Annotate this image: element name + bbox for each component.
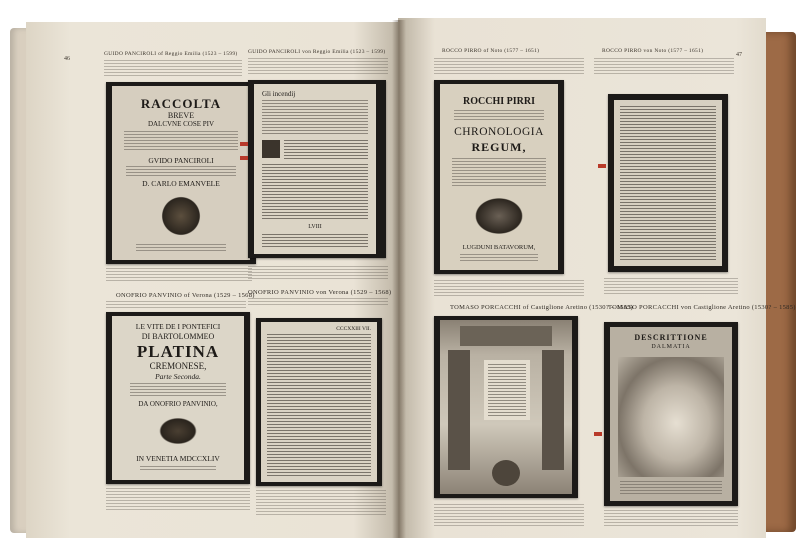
page-header: ROCCO PIRRO von Noto (1577 – 1651) (602, 48, 704, 54)
caption-text (104, 60, 242, 78)
pediment-illustration (460, 326, 552, 346)
caption-text (434, 280, 584, 298)
right-page (398, 18, 796, 538)
plate-title: PLATINA (136, 342, 220, 361)
plate-text: CREMONESE, (149, 361, 207, 371)
printer-device-illustration (470, 194, 528, 238)
plate-text: D. CARLO EMANVELE (142, 179, 220, 188)
page-header: ROCCO PIRRO of Noto (1577 – 1651) (442, 48, 540, 54)
plate-text: LUGDUNI BATAVORUM, (462, 244, 536, 251)
page-number: 47 (736, 52, 742, 58)
caption-text (248, 266, 388, 280)
plate-title: ROCCHI PIRRI (463, 96, 535, 107)
statue-illustration (448, 350, 470, 470)
caption-text (594, 58, 734, 74)
book-plate-photo (434, 316, 578, 498)
book-plate-photo (106, 312, 250, 484)
caption-text (434, 504, 584, 526)
plate-text: DALCVNE COSE PIV (147, 120, 215, 128)
red-marker (240, 156, 248, 160)
left-page (26, 22, 398, 538)
caption-text (604, 278, 738, 296)
statue-illustration (542, 350, 564, 470)
book-plate-photo (256, 318, 382, 486)
plate-text: Parte Seconda. (155, 372, 201, 381)
caption-text (256, 490, 386, 516)
book-plate-photo (434, 80, 564, 274)
caption-text (106, 268, 252, 282)
book-gutter (392, 20, 406, 538)
caption-text (248, 58, 388, 76)
red-marker (598, 164, 606, 168)
book-plate-photo (248, 80, 386, 258)
title-cartouche-illustration (484, 360, 530, 420)
section-heading: TOMASO PORCACCHI of Castiglione Aretino (1530? – 1585) (450, 304, 634, 311)
plate-text: CCCXXIII VII. (336, 326, 371, 332)
plate-text: DA ONOFRIO PANVINIO, (138, 400, 218, 408)
book-plate-photo (106, 82, 256, 264)
caption-text (604, 510, 738, 528)
plate-text: DI BARTOLOMMEO (141, 332, 215, 341)
page-number: 46 (64, 56, 70, 62)
book-cover-edge (762, 32, 796, 532)
plate-text: BREVE (167, 111, 195, 120)
printer-device-illustration (156, 194, 206, 238)
open-book (8, 18, 794, 548)
red-marker (594, 432, 602, 436)
book-plate-photo (604, 322, 738, 506)
plate-text: LE VITE DE I PONTEFICI (135, 322, 221, 331)
map-illustration (618, 357, 724, 477)
emblem-illustration (492, 460, 520, 486)
plate-text: IN VENETIA MDCCXLIV (136, 454, 220, 463)
plate-title: CHRONOLOGIA (454, 126, 544, 138)
book-plate-photo (608, 94, 728, 272)
caption-text (106, 488, 250, 510)
caption-text (106, 301, 246, 309)
section-heading: ONOFRIO PANVINIO von Verona (1529 – 1568) (248, 289, 392, 296)
page-header: GUIDO PANCIROLI of Reggio Emilia (1523 – 1599) (104, 51, 238, 57)
plate-title: RACCOLTA (140, 96, 222, 111)
caption-text (248, 298, 388, 306)
plate-text: DALMATIA (651, 344, 691, 350)
caption-text (434, 58, 584, 74)
plate-title: REGUM, (471, 140, 527, 154)
plate-text: LVIII (308, 224, 322, 230)
red-marker (240, 142, 248, 146)
page-header: GUIDO PANCIROLI von Reggio Emilia (1523 – 1599) (248, 49, 386, 55)
plate-text: GVIDO PANCIROLI (148, 156, 214, 165)
section-heading: ONOFRIO PANVINIO of Verona (1529 – 1568) (116, 292, 255, 299)
printer-device-illustration (154, 414, 202, 448)
plate-text: Gli incendij (262, 90, 296, 98)
section-heading: TOMASO PORCACCHI von Castiglione Aretino (1530? – 1585) (608, 304, 796, 311)
plate-title: DESCRITTIONE (634, 333, 708, 342)
initial-letter-illustration (262, 140, 280, 158)
